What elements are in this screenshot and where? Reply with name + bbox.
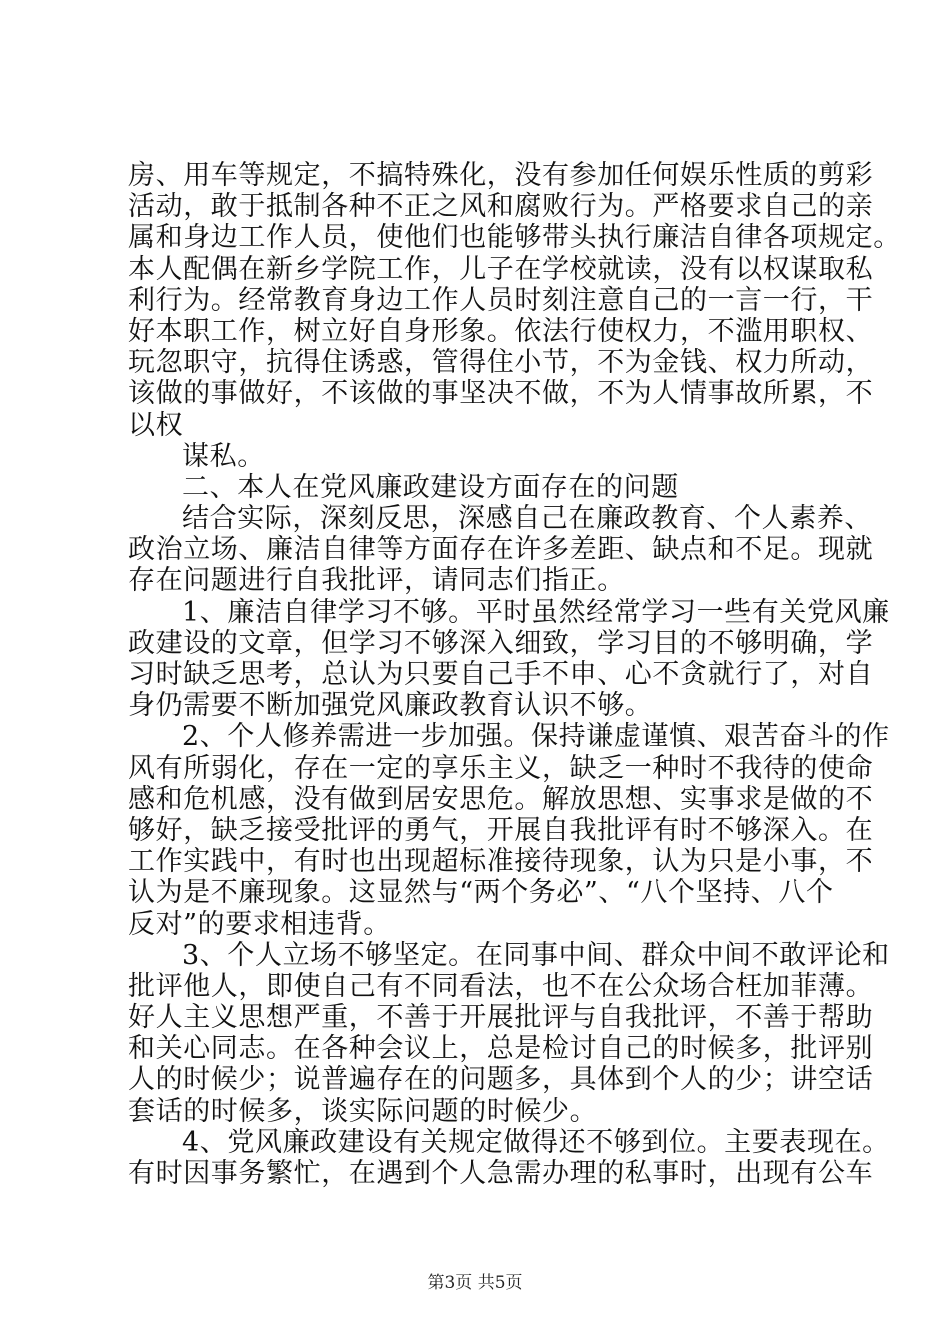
text-line: 和关心同志。在各种会议上，总是检讨自己的时候多，批评别 (128, 1033, 874, 1065)
text-line: 利行为。经常教育身边工作人员时刻注意自己的一言一行，干 (128, 284, 874, 316)
text-line: 认为是不廉现象。这显然与“两个务必”、“八个坚持、八个 (128, 877, 834, 909)
text-line: 该做的事做好，不该做的事坚决不做，不为人情事故所累，不 (128, 378, 874, 410)
text-line: 反对”的要求相违背。 (128, 908, 391, 940)
paragraph-start: 1、廉洁自律学习不够。平时虽然经常学习一些有关党风廉 (182, 596, 890, 628)
text-line: 谋私。 (182, 440, 265, 472)
text-line: 有时因事务繁忙，在遇到个人急需办理的私事时，出现有公车 (128, 1158, 874, 1189)
text-line: 习时缺乏思考，总认为只要自己手不申、心不贪就行了，对自 (128, 659, 874, 690)
text-line: 活动，敢于抵制各种不正之风和腐败行为。严格要求自己的亲 (128, 191, 874, 223)
paragraph-start: 结合实际，深刻反思，深感自己在廉政教育、个人素养、 (182, 503, 872, 535)
text-line: 感和危机感，没有做到居安思危。解放思想、实事求是做的不 (128, 783, 874, 815)
paragraph-start: 3、个人立场不够坚定。在同事中间、群众中间不敢评论和 (182, 939, 890, 971)
text-line: 房、用车等规定，不搞特殊化，没有参加任何娱乐性质的剪彩 (128, 160, 874, 191)
text-line: 本人配偶在新乡学院工作，儿子在学校就读，没有以权谋取私 (128, 253, 874, 285)
page-number: 第3页 共5页 (427, 1273, 523, 1293)
text-line: 属和身边工作人员，使他们也能够带头执行廉洁自律各项规定。 (128, 222, 901, 254)
text-line: 以权 (128, 409, 184, 441)
text-line: 身仍需要不断加强党风廉政教育认识不够。 (128, 690, 653, 722)
document-body (128, 160, 901, 1189)
text-line: 政治立场、廉洁自律等方面存在许多差距、缺点和不足。现就 (128, 534, 874, 566)
text-line: 玩忽职守，抗得住诱惑，管得住小节，不为金钱、权力所动， (128, 347, 874, 379)
text-line: 批评他人，即使自己有不同看法，也不在公众场合枉加菲薄。 (128, 970, 874, 1002)
paragraph-start: 4、党风廉政建设有关规定做得还不够到位。主要表现在。 (182, 1126, 890, 1158)
text-line: 风有所弱化，存在一定的享乐主义，缺乏一种时不我待的使命 (128, 752, 874, 784)
text-line: 存在问题进行自我批评，请同志们指正。 (128, 565, 625, 597)
text-line: 工作实践中，有时也出现超标准接待现象，认为只是小事，不 (128, 846, 874, 878)
text-line: 好本职工作，树立好自身形象。依法行使权力，不滥用职权、 (128, 315, 874, 347)
text-line: 套话的时候多，谈实际问题的时候少。 (128, 1095, 598, 1127)
paragraph-start: 2、个人修养需进一步加强。保持谦虚谨慎、艰苦奋斗的作 (182, 721, 890, 753)
text-line: 政建设的文章，但学习不够深入细致，学习目的不够明确，学 (128, 627, 874, 659)
text-line: 人的时候少；说普遍存在的问题多，具体到个人的少；讲空话 (128, 1064, 874, 1096)
text-line: 好人主义思想严重，不善于开展批评与自我批评，不善于帮助 (128, 1002, 874, 1034)
text-line: 够好，缺乏接受批评的勇气，开展自我批评有时不够深入。在 (128, 814, 874, 846)
section-heading: 二、本人在党风廉政建设方面存在的问题 (182, 471, 679, 503)
